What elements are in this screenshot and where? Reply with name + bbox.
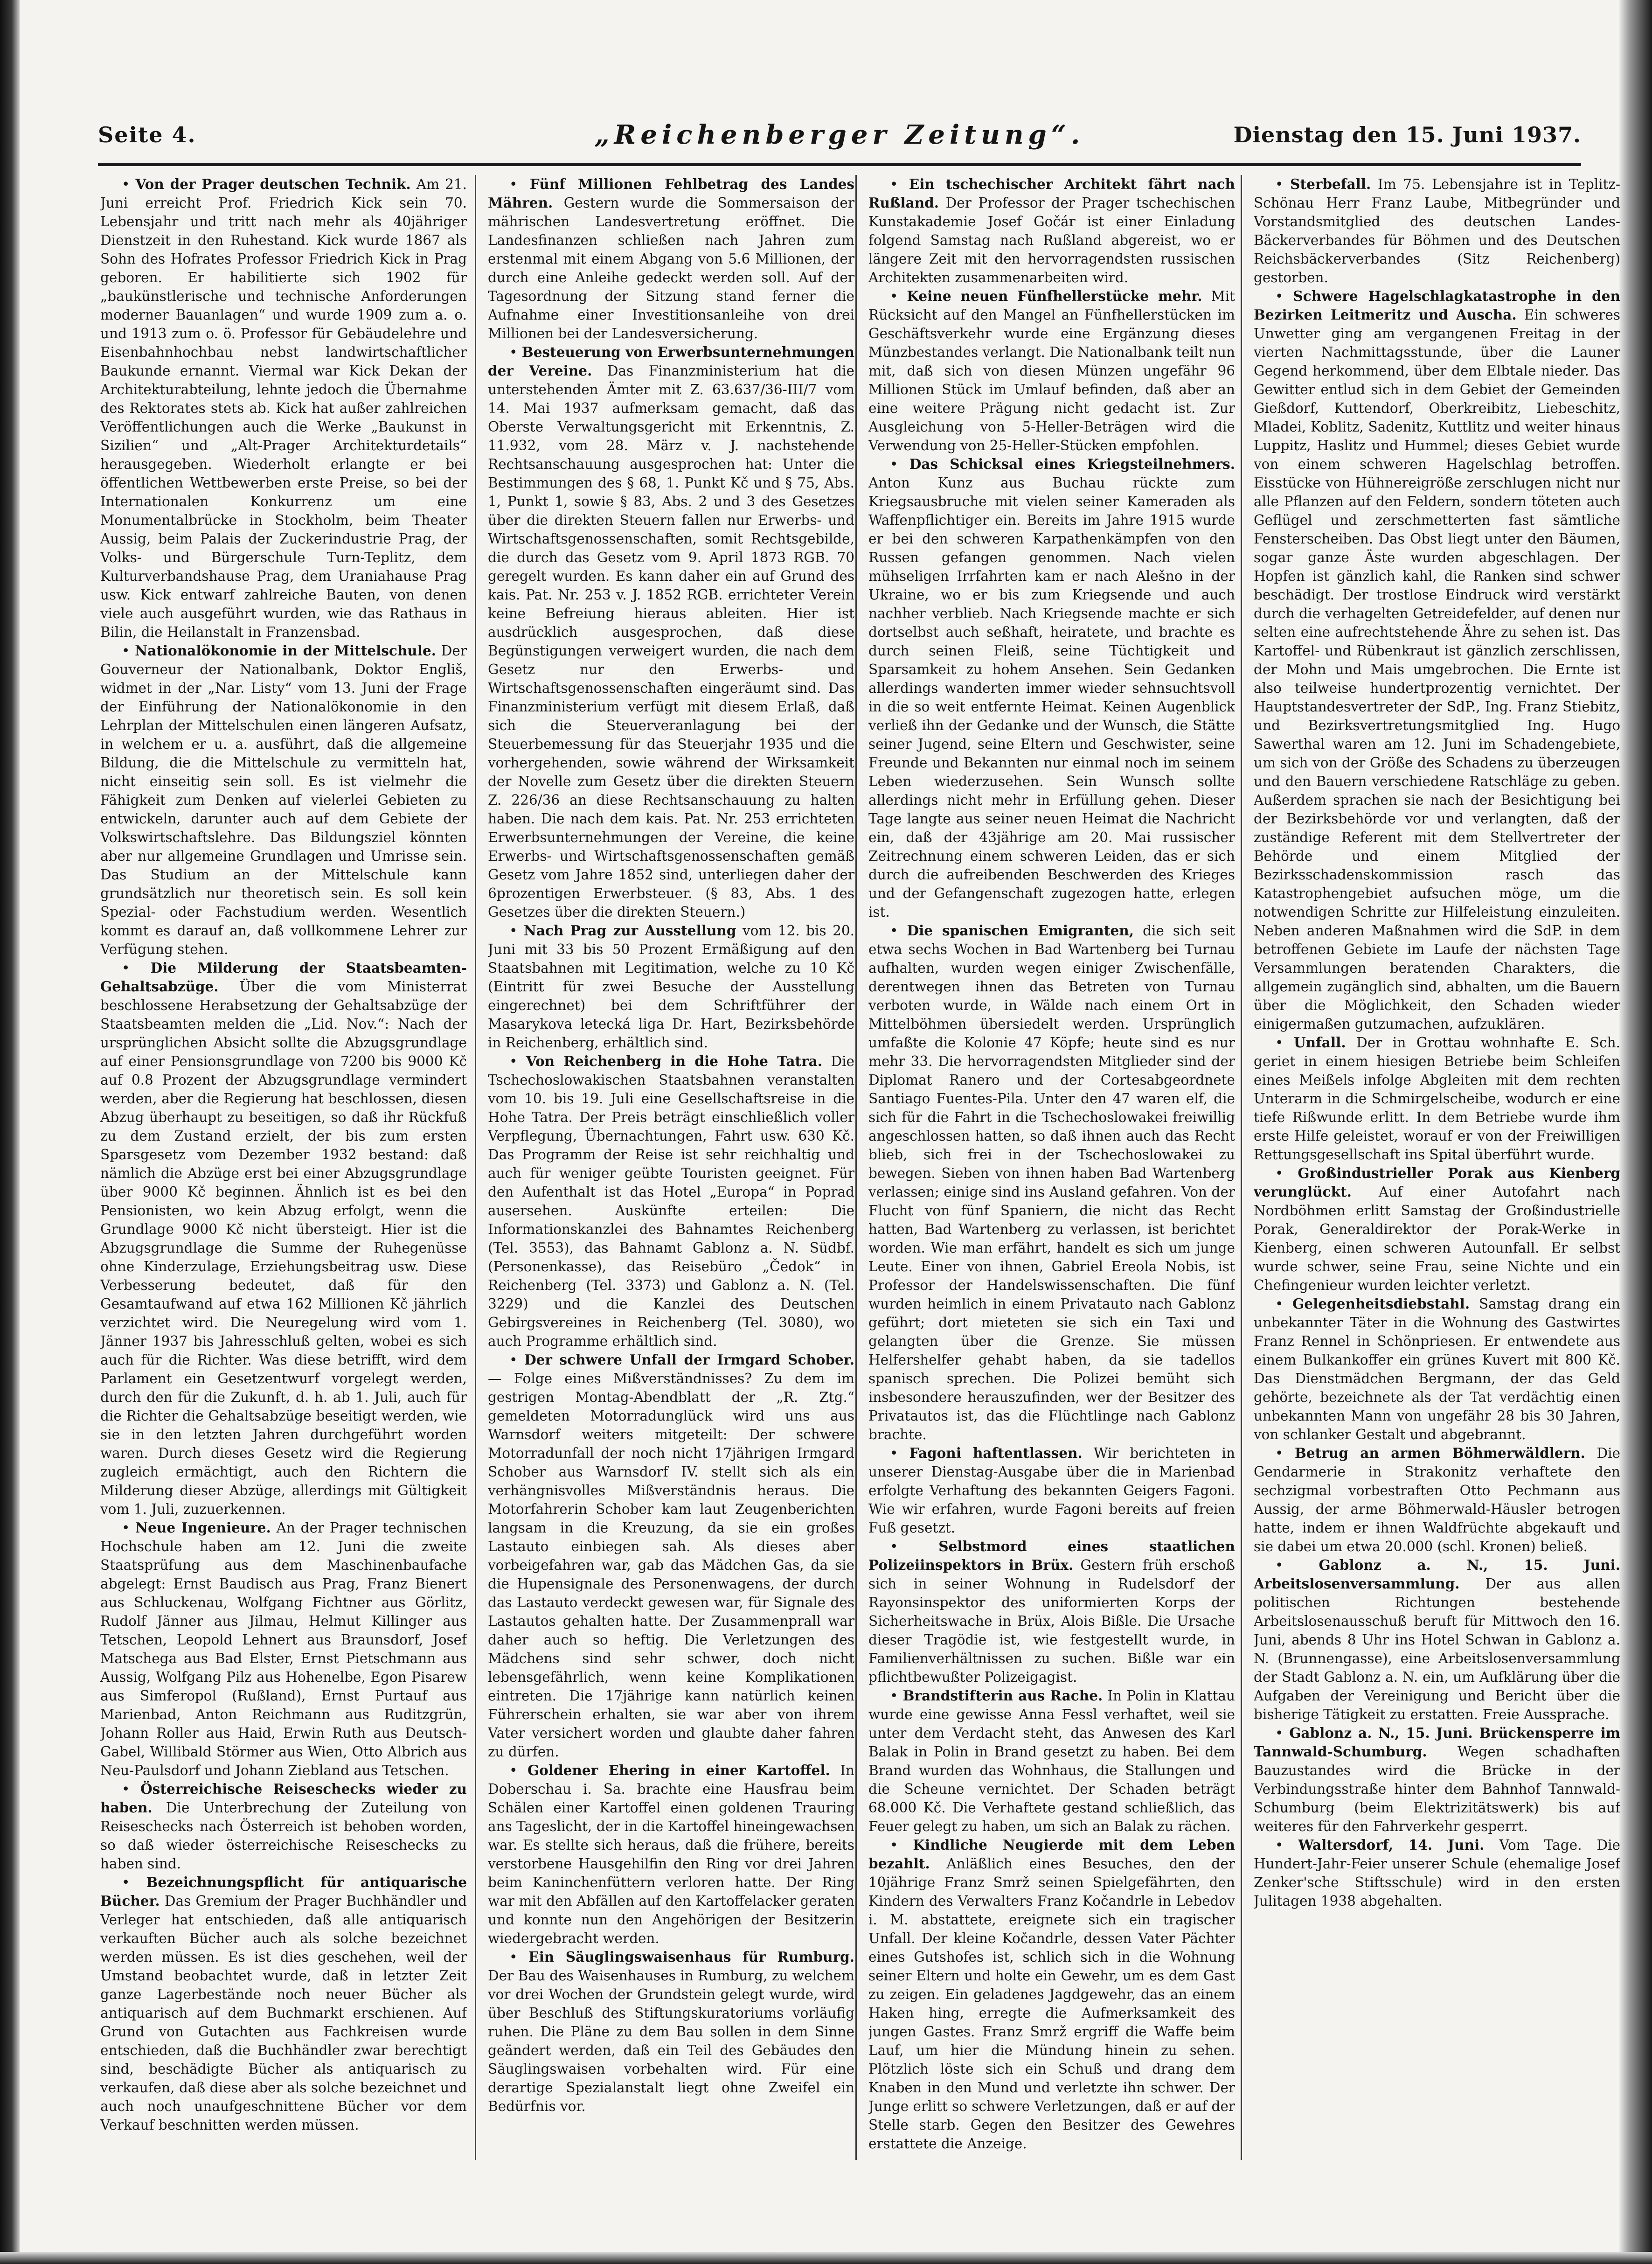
article xyxy=(868,921,1235,1444)
article xyxy=(488,1761,854,1948)
scan-edge-bottom xyxy=(0,2252,1652,2264)
bullet-marker: • xyxy=(509,1949,529,1965)
article-headline: Gelegenheitsdiebstahl. xyxy=(1292,1296,1470,1312)
column-4 xyxy=(1254,175,1620,2160)
article xyxy=(1254,1295,1620,1444)
scan-edge-left xyxy=(0,0,20,2264)
bullet-marker: • xyxy=(509,923,524,939)
issue-date: Dienstag den 15. Juni 1937. xyxy=(1233,122,1581,147)
article-body: An der Prager technischen Hochschule haben am 12. Juni die zweite Staatsprüfung aus dem Maschinenbaufache abgelegt: Ernst Baudisch aus Prag, Franz Bienert aus Schluckenau, Wolfgang Fichtner aus Görlitz, Rudolf Jänner aus Jilmau, Helmut Killinger aus Tetschen, Leopold Lehnert aus Braunsdorf, Josef Matschega aus Bad Elster, Ernst Pietschmann aus Aussig, Wolfgang Pilz aus Hohenelbe, Egon Pisarew aus Simferopol (Rußland), Ernst Purtauf aus Marienbad, Anton Reichmann aus Ruditzgrün, Johann Roller aus Haid, Erwin Ruth aus Deutsch-Gabel, Willibald Störmer aus Wien, Otto Albrich aus Neu-Paulsdorf und Johann Ziebland aus Tetschen. xyxy=(100,1520,467,1778)
page-number: Seite 4. xyxy=(98,122,196,147)
article-body: Vom Tage. Die Hundert-Jahr-Feier unserer Schule (ehemalige Josef Zenker'sche Stiftsschule) wird in den ersten Julitagen 1938 abgehalten. xyxy=(1254,1837,1620,1909)
column-2 xyxy=(488,175,854,2160)
article-headline: Sterbefall. xyxy=(1290,176,1371,192)
article-headline: Ein tschechischer Architekt fährt nach Rußland. xyxy=(868,176,1235,211)
article xyxy=(100,959,467,1519)
column-separator xyxy=(855,175,857,2160)
article-headline: Von der Prager deutschen Technik. xyxy=(135,176,411,192)
article xyxy=(1254,1724,1620,1836)
newspaper-title: „Reichenberger Zeitung“. xyxy=(594,119,1085,150)
article-body: Der in Grottau wohnhafte E. Sch. geriet in einem hiesigen Betriebe beim Schleifen eines Meißels infolge Abgleiten mit dem rechten Unterarm in die Schmirgelscheibe, wodurch er eine tiefe Rißwunde erlitt. In dem Betriebe wurde ihm erste Hilfe geleistet, worauf er von der Freiwilligen Rettungsgesellschaft ins Spital überführt wurde. xyxy=(1254,1035,1620,1163)
article-headline: Nationalökonomie in der Mittelschule. xyxy=(135,642,437,659)
article-headline: Waltersdorf, 14. Juni. xyxy=(1298,1837,1485,1853)
article-body: die sich seit etwa sechs Wochen in Bad Wartenberg bei Turnau aufhalten, wurden wegen einiger Zwischenfälle, derentwegen ihnen das Betreten von Turnau verboten wurde, in Wälde nach einem Ort in Mittelböhmen übersiedelt werden. Ursprünglich umfaßte die Kolonie 47 Köpfe; heute sind es nur mehr 33. Die hervorragendsten Mitglieder sind der Diplomat Ranero und der Cortesabgeordnete Santiago Fuentes-Pila. Unter den 47 waren elf, die sich für die Fahrt in die Tschechoslowakei freiwillig angeschlossen hatten, so daß ihnen auch das Recht blieb, sich frei in der Tschechoslowakei zu bewegen. Sieben von ihnen haben Bad Wartenberg verlassen; einige sind ins Ausland gefahren. Von der Flucht von fünf Spaniern, die nicht das Recht hatten, Bad Wartenberg zu verlassen, ist berichtet worden. Wie man erfährt, handelt es sich um junge Leute. Einer von ihnen, Gabriel Ereola Nobis, ist Professor der Handelswissenschaften. Die fünf wurden heimlich in einem Privatauto nach Gablonz geführt; dort mieteten sie sich ein Taxi und gelangten über die Grenze. Sie müssen Helfershelfer gehabt haben, da sie tadellos spanisch sprechen. Die Polizei bemüht sich insbesondere herauszufinden, wer der Besitzer des Privatautos ist, das die Flüchtlinge nach Gablonz brachte. xyxy=(868,923,1235,1442)
bullet-marker: • xyxy=(122,960,151,976)
article-headline: Selbstmord eines staatlichen Polizeiinspektors in Brüx. xyxy=(868,1538,1235,1573)
article-body: In Polin in Klattau wurde eine gewisse Anna Fessl verhaftet, weil sie unter dem Verdacht steht, das Anwesen des Karl Balak in Polin in Brand gesetzt zu haben. Bei dem Brand wurden das Wohnhaus, die Stallungen und die Scheune vernichtet. Der Schaden beträgt 68.000 Kč. Die Verhaftete gestand schließlich, das Feuer gelegt zu haben, um sich an Balak zu rächen. xyxy=(868,1688,1235,1834)
article-headline: Neue Ingenieure. xyxy=(135,1519,271,1536)
bullet-marker: • xyxy=(890,1688,903,1704)
article xyxy=(100,1780,467,1873)
bullet-marker: • xyxy=(1275,1557,1319,1573)
bullet-marker: • xyxy=(509,1053,526,1069)
bullet-marker: • xyxy=(122,643,135,659)
article-headline: Keine neuen Fünfhellerstücke mehr. xyxy=(907,288,1202,304)
article-headline: Besteuerung von Erwerbsunternehmungen der Vereine. xyxy=(488,344,854,379)
bullet-marker: • xyxy=(890,176,909,192)
article-body: Gestern wurde die Sommersaison der mährischen Landesvertretung eröffnet. Die Landesfinanzen schließen nach Jahren zum erstenmal mit einem Abgang von 5.6 Millionen, der durch eine Anleihe gedeckt werden soll. Auf der Tagesordnung der Sitzung stand ferner die Aufnahme einer Investitionsanleihe von drei Millionen bei der Landesversicherung. xyxy=(488,195,854,341)
article-body: Samstag drang ein unbekannter Täter in die Wohnung des Gastwirtes Franz Rennel in Schönpriesen. Er entwendete aus einem Bulkankoffer ein grünes Kuvert mit 800 Kč. Das Dienstmädchen Bergmann, der das Geld gehörte, bezeichnete als der Tat verdächtig einen unbekannten Mann von ungefähr 28 bis 30 Jahren, von schlanker Gestalt und abgebrannt. xyxy=(1254,1296,1620,1442)
article-body: Die Tschechoslowakischen Staatsbahnen veranstalten vom 10. bis 19. Juli eine Gesellschaftsreise in die Hohe Tatra. Der Preis beträgt einschließlich voller Verpflegung, Übernachtungen, Fahrt usw. 630 Kč. Das Programm der Reise ist sehr reichhaltig und auch für weniger geübte Touristen geeignet. Für den Aufenthalt ist das Hotel „Europa“ in Poprad ausersehen. Auskünfte erteilen: Die Informationskanzlei des Bahnamtes Reichenberg (Tel. 3553), das Bahnamt Gablonz a. N. Südbf. (Personenkasse), das Reisebüro „Čedok“ in Reichenberg (Tel. 3373) und Gablonz a. N. (Tel. 3229) und die Kanzlei des Deutschen Gebirgsvereines in Reichenberg (Tel. 3080), wo auch Programme erhältlich sind. xyxy=(488,1053,854,1349)
masthead-rule xyxy=(98,163,1581,166)
article-headline: Kindliche Neugierde mit dem Leben bezahlt. xyxy=(868,1837,1235,1872)
article-body: Der Professor der Prager tschechischen Kunstakademie Josef Gočár ist einer Einladung folgend Samstag nach Rußland abgereist, wo er längere Zeit mit den hervorragendsten russischen Architekten zusammenarbeiten wird. xyxy=(868,195,1235,286)
article-body: Anton Kunz aus Buchau rückte zum Kriegsausbruche mit vielen seiner Kameraden als Waffenpflichtiger ein. Bereits im Jahre 1915 wurde er bei den schweren Karpathenkämpfen von den Russen gefangen genommen. Nach vielen mühseligen Irrfahrten kam er nach Alešno in der Ukraine, wo er bis zum Kriegsende und auch nachher verblieb. Nach Kriegsende machte er sich dortselbst auch seßhaft, heiratete, und brachte es durch seinen Fleiß, seine Tüchtigkeit und Sparsamkeit zu hohem Ansehen. Sein Gedanken allerdings wanderten immer wieder sehnsuchtsvoll in die so weit entfernte Heimat. Keinen Augenblick verließ ihn der Gedanke und der Wunsch, die Stätte seiner Jugend, seine Eltern und Geschwister, seine Freunde und Bekannten nur einmal noch im seinem Leben wiederzusehen. Sein Wunsch sollte allerdings nicht mehr in Erfüllung gehen. Dieser Tage langte aus seiner neuen Heimat die Nachricht ein, daß der 43jährige am 20. Mai russischer Zeitrechnung einem schweren Leiden, das er sich durch die aufreibenden Beschwerden des Krieges und der Gefangenschaft zugezogen hatte, erlegen ist. xyxy=(868,475,1235,920)
article xyxy=(488,1948,854,2116)
article-body: Wir berichteten in unserer Dienstag-Ausgabe über die in Marienbad erfolgte Verhaftung des bekannten Geigers Fagoni. Wie wir erfahren, wurde Fagoni bereits auf freien Fuß gesetzt. xyxy=(868,1445,1235,1536)
article-headline: Großindustrieller Porak aus Kienberg verunglückt. xyxy=(1254,1165,1620,1200)
article-headline: Brandstifterin aus Rache. xyxy=(902,1687,1103,1704)
article-body: Mit Rücksicht auf den Mangel an Fünfhellerstücken im Geschäftsverkehr wurde eine Ergänzung dieses Münzbestandes verlangt. Die Nationalbank teilt nun mit, daß sich von diesen Münzen ungefähr 96 Millionen Stück im Umlauf befinden, daß aber an eine weitere Prägung nicht gedacht ist. Zur Ausgleichung von 5-Heller-Beträgen wird die Verwendung von 25-Heller-Stücken empfohlen. xyxy=(868,288,1235,453)
article-body: Der Gouverneur der Nationalbank, Doktor Engliš, widmet in der „Nar. Listy“ vom 13. Juni der Frage der Einführung der Nationalökonomie in den Lehrplan der Mittelschulen einen längeren Aufsatz, in welchem er u. a. ausführt, daß die allgemeine Bildung, die die Mittelschule zu vermitteln hat, nicht einseitig sein soll. Es ist vielmehr die Fähigkeit zum Denken auf vielerlei Gebieten zu entwickeln, darunter auch auf dem Gebiete der Volkswirtschaftslehre. Das Bildungsziel könnten aber nur allgemeine Grundlagen und Umrisse sein. Das Studium an der Mittelschule kann grundsätzlich nur theoretisch sein. Es soll kein Spezial- oder Fachstudium werden. Wesentlich kommt es darauf an, daß vollkommene Lehrer zur Verfügung stehen. xyxy=(100,643,467,957)
article-headline: Schwere Hagelschlagkatastrophe in den Bezirken Leitmeritz und Auscha. xyxy=(1254,288,1620,323)
article xyxy=(1254,287,1620,1033)
bullet-marker: • xyxy=(890,456,909,472)
bullet-marker: • xyxy=(1275,1165,1298,1181)
article xyxy=(488,1052,854,1351)
column-separator xyxy=(475,175,476,2160)
article-headline: Gablonz a. N., 15. Juni. Brückensperre im Tannwald-Schumburg. xyxy=(1254,1725,1620,1760)
article-body: Auf einer Autofahrt nach Nordböhmen erlitt Samstag der Großindustrielle Porak, Generaldirektor der Porak-Werke in Kienberg, einen schweren Autounfall. Er selbst wurde schwer, seine Frau, seine Nichte und ein Chefingenieur wurden leichter verletzt. xyxy=(1254,1184,1620,1293)
bullet-marker: • xyxy=(1275,1035,1294,1051)
article-headline: Ein Säuglingswaisenhaus für Rumburg. xyxy=(528,1949,854,1965)
bullet-marker: • xyxy=(890,1837,913,1853)
article-headline: Betrug an armen Böhmerwäldlern. xyxy=(1294,1445,1585,1461)
bullet-marker: • xyxy=(509,1762,528,1778)
article xyxy=(868,1686,1235,1836)
article-body: Der aus allen politischen Richtungen bestehende Arbeitslosenausschuß beruft für Mittwoch den 16. Juni, abends 8 Uhr ins Hotel Schwan in Gablonz a. N. (Brunnengasse), eine Arbeitslosenversammlung der Stadt Gablonz a. N. ein, um Aufklärung über die Aufgaben der Vereinigung und Bericht über die bisherige Tätigkeit zu erstatten. Freie Aussprache. xyxy=(1254,1576,1620,1722)
article-headline: Bezeichnungspflicht für antiquarische Bücher. xyxy=(100,1874,467,1909)
article xyxy=(100,175,467,641)
bullet-marker: • xyxy=(890,1445,909,1461)
article-headline: Das Schicksal eines Kriegsteilnehmers. xyxy=(909,456,1235,472)
article-body: — Folge eines Mißverständnisses? Zu dem im gestrigen Montag-Abendblatt der „R. Ztg.“ gemeldeten Motorradunglück wird uns aus Warnsdorf weiters mitgeteilt: Der schwere Motorradunfall der noch nicht 17jährigen Irmgard Schober aus Warnsdorf IV. stellt sich als ein verhängnisvolles Mißverständnis heraus. Die Motorfahrerin Schober kam laut Zeugenberichten langsam in die Kreuzung, da sie ein großes Lastauto einbiegen sah. Als dieses aber vorbeigefahren war, gab das Mädchen Gas, da sie die Hupensignale des Personenwagens, der durch das Lastauto verdeckt gewesen war, für Signale des Lastautos gehalten hatte. Der Zusammenprall war daher auch so heftig. Die Verletzungen des Mädchens sind sehr schwer, doch nicht lebensgefährlich, wenn keine Komplikationen eintreten. Die 17jährige kann natürlich keinen Führerschein erhalten, sie war aber von ihrem Vater versichert worden und glaubte daher fahren zu dürfen. xyxy=(488,1371,854,1760)
bullet-marker: • xyxy=(122,1781,141,1797)
article-body: Anläßlich eines Besuches, den der 10jährige Franz Smrž seinen Spielgefährten, den Kindern des Verwalters Franz Kočandrle in Lebedov i. M. abstattete, ereignete sich ein tragischer Unfall. Der kleine Kočandrle, dessen Vater Pächter eines Gutshofes ist, schlich sich in die Wohnung seiner Eltern und holte ein Gewehr, um es dem Gast zu zeigen. Ein geladenes Jagdgewehr, das an einem Haken hing, erregte die Aufmerksamkeit des jungen Gastes. Franz Smrž ergriff die Waffe beim Lauf, um hier die Mündung hinein zu sehen. Plötzlich löste sich ein Schuß und drang dem Knaben in den Mund und verletzte ihn schwer. Der Junge erlitt so schwere Verletzungen, daß er auf der Stelle starb. Gegen den Besitzer des Gewehres erstattete die Anzeige. xyxy=(868,1856,1235,2152)
article xyxy=(100,1873,467,2134)
bullet-marker: • xyxy=(1275,288,1293,304)
article xyxy=(868,175,1235,287)
scan-edge-right xyxy=(1619,0,1652,2264)
article-headline: Gablonz a. N., 15. Juni. Arbeitslosenversammlung. xyxy=(1254,1557,1620,1592)
article-headline: Der schwere Unfall der Irmgard Schober. xyxy=(524,1351,854,1368)
article-body: Wegen schadhaften Bauzustandes wird die Brücke in der Verbindungsstraße hinter dem Bahnhof Tannwald-Schumburg (beim Elektrizitätswerk) bis auf weiteres für den Fahrverkehr gesperrt. xyxy=(1254,1744,1620,1834)
article xyxy=(1254,1033,1620,1164)
article-headline: Nach Prag zur Ausstellung xyxy=(523,922,736,939)
bullet-marker: • xyxy=(509,344,522,360)
bullet-marker: • xyxy=(890,923,907,939)
column-1 xyxy=(100,175,467,2160)
article-body: Am 21. Juni erreicht Prof. Friedrich Kick sein 70. Lebensjahr und tritt nach mehr als 40jähriger Dienstzeit in den Ruhestand. Kick wurde 1867 als Sohn des Hofrates Professor Friedrich Kick in Prag geboren. Er habilitierte sich 1902 für „baukünstlerische und technische Anforderungen moderner Bauanlagen“ und wurde 1909 zum a. o. und 1913 zum o. ö. Professor für Gebäudelehre und Eisenbahnhochbau nebst landwirtschaftlicher Baukunde ernannt. Viermal war Kick Dekan der Architekturabteilung, lehnte jedoch die Übernahme des Rektorates stets ab. Kick hat außer zahlreichen Veröffentlichungen auch die Werke „Baukunst in Sizilien“ und „Alt-Prager Architekturdetails“ herausgegeben. Wiederholt erlangte er bei öffentlichen Wettbewerben erste Preise, so bei der Internationalen Konkurrenz um eine Monumentalbrücke in Stockholm, beim Theater Aussig, beim Palais der Zuckerindustrie Prag, der Volks- und Bürgerschule Turn-Teplitz, dem Kulturverbandshause Prag, dem Uraniahause Prag usw. Kick entwarf zahlreiche Bauten, von denen viele auch ausgeführt wurden, wie das Rathaus in Bilin, die Heilanstalt in Franzensbad. xyxy=(100,176,467,640)
masthead xyxy=(98,119,1581,160)
article-headline: Fünf Millionen Fehlbetrag des Landes Mähren. xyxy=(488,176,854,211)
article-headline: Die Milderung der Staatsbeamten-Gehaltsabzüge. xyxy=(100,960,467,995)
article xyxy=(100,641,467,959)
bullet-marker: • xyxy=(1275,176,1291,192)
column-separator xyxy=(1241,175,1242,2160)
article-headline: Unfall. xyxy=(1293,1034,1346,1051)
article-body: Im 75. Lebensjahre ist in Teplitz-Schönau Herr Franz Laube, Mitbegründer und Vorstandsmitglied des deutschen Landes-Bäckerverbandes für Böhmen und des Deutschen Reichsbäckerverbandes (Sitz Reichenberg) gestorben. xyxy=(1254,176,1620,286)
article xyxy=(868,455,1235,921)
bullet-marker: • xyxy=(1275,1445,1295,1461)
article xyxy=(488,1351,854,1761)
article xyxy=(868,1836,1235,2153)
article xyxy=(488,921,854,1052)
bullet-marker: • xyxy=(509,176,530,192)
article xyxy=(1254,1164,1620,1295)
bullet-marker: • xyxy=(890,1539,939,1554)
column-3 xyxy=(868,175,1235,2160)
bullet-marker: • xyxy=(890,288,907,304)
article-body: vom 12. bis 20. Juni mit 33 bis 50 Prozent Ermäßigung auf den Staatsbahnen mit Legitimation, welche zu 10 Kč (Eintritt für zwei Besuche der Ausstellung eingerechnet) bei dem Schriftführer der Masarykova letecká liga Dr. Hart, Bezirksbehörde in Reichenberg, erhältlich sind. xyxy=(488,923,854,1051)
article xyxy=(1254,1444,1620,1556)
article-body: Der Bau des Waisenhauses in Rumburg, zu welchem vor drei Wochen der Grundstein gelegt wurde, wird über Beschluß des Stiftungskuratoriums vorläufig ruhen. Die Pläne zu dem Bau sollen in dem Sinne geändert werden, daß ein Teil des Gebäudes den Säuglingswaisen vorbehalten wird. Für eine derartige Spezialanstalt liegt ohne Zweifel ein Bedürfnis vor. xyxy=(488,1968,854,2114)
bullet-marker: • xyxy=(122,176,136,192)
article-body: In Doberschau i. Sa. brachte eine Hausfrau beim Schälen einer Kartoffel einen goldenen Trauring ans Tageslicht, der in die Kartoffel hineingewachsen war. Es stellte sich heraus, daß die frühere, bereits verstorbene Hausgehilfin den Ring vor drei Jahren beim Kaninchenfüttern verloren hatte. Der Ring war mit den Abfällen auf den Kartoffelacker geraten und konnte nun den Angehörigen der Besitzerin wiedergebracht werden. xyxy=(488,1762,854,1946)
article xyxy=(868,1444,1235,1537)
article-headline: Von Reichenberg in die Hohe Tatra. xyxy=(526,1053,823,1069)
article xyxy=(488,175,854,343)
article xyxy=(100,1519,467,1780)
bullet-marker: • xyxy=(1275,1296,1293,1312)
bullet-marker: • xyxy=(1275,1725,1290,1741)
article xyxy=(1254,1836,1620,1910)
article-body: Die Unterbrechung der Zuteilung von Reiseschecks nach Österreich ist behoben worden, so daß wieder österreichische Reiseschecks zu haben sind. xyxy=(100,1800,467,1872)
article xyxy=(488,343,854,921)
article-body: Die Gendarmerie in Strakonitz verhaftete den sechzigmal vorbestraften Otto Pechmann aus Aussig, der arme Böhmerwald-Häusler betrogen hatte, indem er ihnen Waldfrüchte abgekauft und sie dabei um etwa 20.000 (schl. Kronen) beließ. xyxy=(1254,1445,1620,1554)
article xyxy=(1254,1556,1620,1724)
article-body: Das Gremium der Prager Buchhändler und Verleger hat entschieden, daß alle antiquarisch verkauften Bücher auch als solche bezeichnet werden müssen. Es ist dies geschehen, weil der Umstand beobachtet wurde, daß in letzter Zeit ganze Lagerbestände noch neuer Bücher als antiquarisch auf dem Buchmarkt erschienen. Auf Grund von Gutachten aus Fachkreisen wurde entschieden, daß die Buchhändler zwar berechtigt sind, beschädigte Bücher als antiquarisch zu verkaufen, daß diese aber als solche bezeichnet und auch noch unaufgeschnittene Bücher vor dem Verkauf beschnitten werden müssen. xyxy=(100,1893,467,2133)
article xyxy=(1254,175,1620,287)
bullet-marker: • xyxy=(122,1874,146,1890)
article-headline: Fagoni haftentlassen. xyxy=(909,1445,1083,1461)
article-body: Ein schweres Unwetter ging am vergangenen Freitag in der vierten Nachmittagsstunde, über die Launer Gegend herkommend, über dem Elbtale nieder. Das Gewitter entlud sich in dem Gebiet der Gemeinden Gießdorf, Kuttendorf, Oberkreibitz, Liebeschitz, Mladei, Koblitz, Sadenitz, Kuttlitz und weiter hinaus Luppitz, Haslitz und Hummel; dieses Gebiet wurde von einem schweren Hagelschlag betroffen. Eisstücke von Hühnereigröße zerschlugen nicht nur alle Pflanzen auf den Feldern, sondern töteten auch Geflügel und zerschmetterten fast sämtliche Fensterscheiben. Das Obst liegt unter den Bäumen, sogar ganze Äste wurden abgeschlagen. Der Hopfen ist gänzlich kahl, die Ranken sind schwer beschädigt. Der trostlose Eindruck wird verstärkt durch die verhagelten Getreidefelder, auf denen nur selten eine aufrechtstehende Ähre zu sehen ist. Das Kartoffel- und Rübenkraut ist gänzlich zerschlissen, der Mohn und Mais umgebrochen. Die Ernte ist also teilweise hundertprozentig vernichtet. Der Hauptstandesvertreter der SdP., Ing. Franz Stiebitz, und Bezirksvertretungsmitglied Ing. Hugo Sawerthal waren am 12. Juni im Schadengebiete, um sich von der Größe des Schadens zu überzeugen und den Bauern verschiedene Ratschläge zu geben. Außerdem sprachen sie nach der Besichtigung bei der Bezirksbehörde vor und verlangten, daß der zuständige Referent mit dem Stellvertreter der Behörde und einem Mitglied der Bezirksschadenskommission rasch das Katastrophengebiet aufsuchen möge, um die notwendigen Schritte zur Hilfeleistung einzuleiten. Neben anderen Maßnahmen wird die SdP. in dem betroffenen Gebiete im Laufe der nächsten Tage Versammlungen beratenden Charakters, die allgemein zugänglich sind, abhalten, um die Bauern über die Möglichkeit, den Schaden wieder einigermaßen gutzumachen, aufzuklären. xyxy=(1254,307,1620,1032)
article xyxy=(868,287,1235,455)
article-headline: Österreichische Reiseschecks wieder zu haben. xyxy=(100,1781,467,1816)
article-body: Über die vom Ministerrat beschlossene Herabsetzung der Gehaltsabzüge der Staatsbeamten melden die „Lid. Nov.“: Nach der ursprünglichen Absicht sollte die Abzugsgrundlage auf einer Pensionsgrundlage von 7200 bis 9000 Kč auf 0.8 Prozent der Abzugsgrundlage vermindert werden, aber die Regierung hat beschlossen, diesen Abzug überhaupt zu beseitigen, so daß ihr Rückfuß zu dem Zustand erzielt, der bis zum ersten Sparsgesetz vom Dezember 1932 bestand: daß nämlich die Abzüge erst bei einer Abzugsgrundlage über 9000 Kč beginnen. Ähnlich ist es bei den Pensionisten, wo kein Abzug erfolgt, wenn die Grundlage 9000 Kč nicht übersteigt. Hier ist die Abzugsgrundlage die Summe der Ruhegenüsse ohne Kinderzulage, Erziehungsbeitrag usw. Diese Verbesserung bedeutet, daß für den Gesamtaufwand auf etwa 162 Millionen Kč jährlich verzichtet wird. Die Neuregelung wird vom 1. Jänner 1937 bis Jahresschluß gelten, wobei es sich auch für die Richter. Was diese betrifft, wird dem Parlament ein Gesetzentwurf vorgelegt werden, durch den für die Zukunft, d. h. ab 1. Juli, auch für die Richter die Gehaltsabzüge beseitigt werden, wie sie in den letzten Jahren durchgeführt worden waren. Durch dieses Gesetz wird die Regierung zugleich ermächtigt, auch den Richtern die Milderung dieser Abzüge, allerdings mit Gültigkeit vom 1. Juli, zuzuerkennen. xyxy=(100,979,467,1517)
bullet-marker: • xyxy=(1275,1837,1298,1853)
bullet-marker: • xyxy=(122,1520,136,1536)
article-body: Gestern früh erschoß sich in seiner Wohnung in Rudelsdorf der Rayonsinspektor des uniformierten Korps der Sicherheitswache in Brüx, Alois Bißle. Die Ursache dieser Tragödie ist, wie festgestellt wurde, in Familienverhältnissen zu suchen. Bißle war ein pflichtbewußter Polizeigagist. xyxy=(868,1557,1235,1685)
article-headline: Goldener Ehering in einer Kartoffel. xyxy=(527,1762,830,1778)
article-body: Das Finanzministerium hat die unterstehenden Ämter mit Z. 63.637/36-III/7 vom 14. Mai 1937 aufmerksam gemacht, daß das Oberste Verwaltungsgericht mit Erkenntnis, Z. 11.932, vom 28. März v. J. nachstehende Rechtsanschauung ausgesprochen hat: Unter die Bestimmungen des § 68, 1. Punkt Kč und § 75, Abs. 1, Punkt 1, sowie § 83, Abs. 2 und 3 des Gesetzes über die direkten Steuern fallen nur Erwerbs- und Wirtschaftsgenossenschaften, somit Rechtsgebilde, die durch das Gesetz vom 9. April 1873 RGB. 70 geregelt wurden. Es kann daher ein auf Grund des kais. Pat. Nr. 253 v. J. 1852 RGB. errichteter Verein keine Befreiung hieraus ableiten. Hier ist ausdrücklich ausgesprochen, daß diese Begünstigungen verweigert wurden, die nach dem Gesetz nur den Erwerbs- und Wirtschaftsgenossenschaften eingeräumt sind. Das Finanzministerium verfügt mit diesem Erlaß, daß sich die Steuerveranlagung bei der Steuerbemessung für das Steuerjahr 1935 und die vorhergehenden, sowie während der Wirksamkeit der Novelle zum Gesetz über die direkten Steuern Z. 226/36 an diese Rechtsanschauung zu halten haben. Die nach dem kais. Pat. Nr. 253 errichteten Erwerbsunternehmungen der Vereine, die keine Erwerbs- und Wirtschaftsgenossenschaften gemäß Gesetz vom Jahre 1852 sind, unterliegen daher der 6prozentigen Erwerbsteuer. (§ 83, Abs. 1 des Gesetzes über die direkten Steuern.) xyxy=(488,363,854,920)
article-headline: Die spanischen Emigranten, xyxy=(907,922,1134,939)
bullet-marker: • xyxy=(509,1352,525,1368)
article xyxy=(868,1537,1235,1686)
